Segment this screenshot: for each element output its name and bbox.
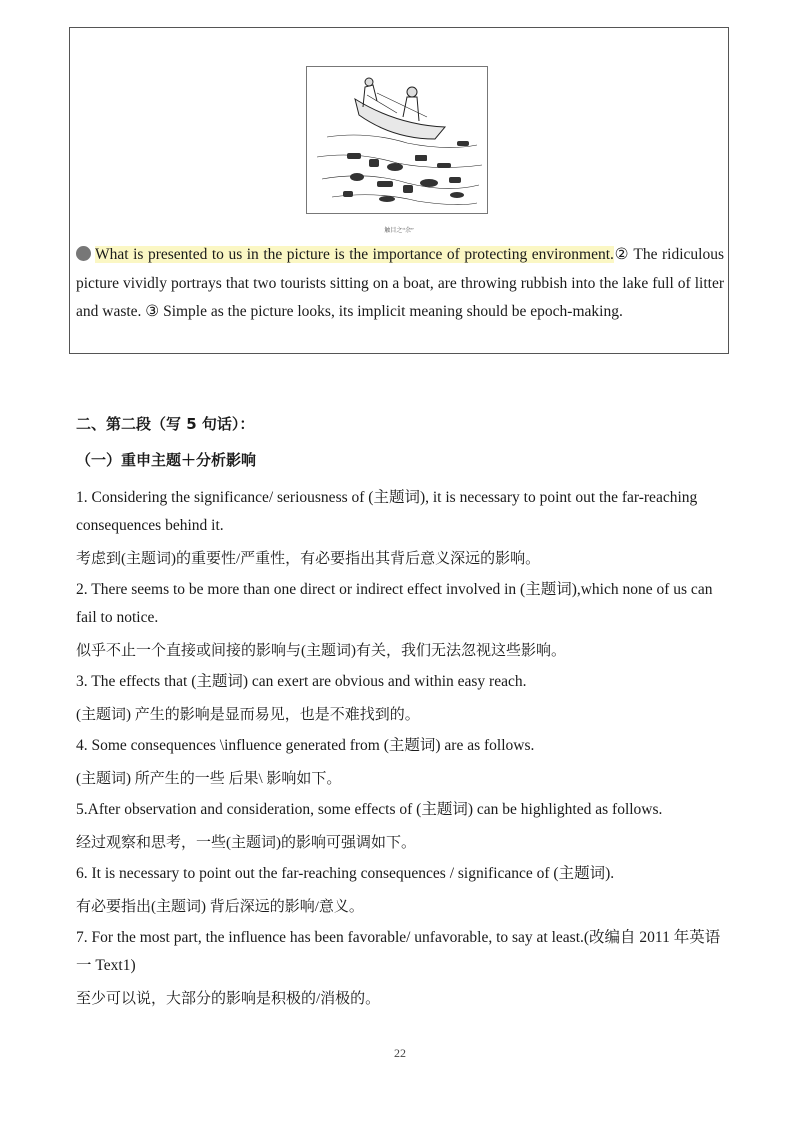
- list-item: [76, 796, 726, 857]
- sentence-2: The ridiculous picture vividly portrays that two tourists sitting on a boat, are throwing rubbish into the lake full of litter and waste.: [76, 246, 724, 320]
- english-sentence: 7. For the most part, the influence has been favorable/ unfavorable, to say at least.(改编自 2011 年英语一 Text1): [76, 929, 721, 974]
- chinese-translation: 似乎不止一个直接或间接的影响与(主题词)有关，我们无法忽视这些影响。: [76, 643, 566, 659]
- list-item: [76, 732, 726, 793]
- chinese-translation: 有必要指出(主题词) 背后深远的影响/意义。: [76, 899, 364, 915]
- section-heading: 二、第二段（写 5 句话）：: [76, 415, 255, 433]
- english-sentence: 1. Considering the significance/ seriousness of (主题词), it is necessary to point out the far-reaching consequences behind it.: [76, 489, 698, 534]
- circled-number-3: ③: [145, 303, 160, 320]
- chinese-translation: (主题词) 产生的影响是显而易见，也是不难找到的。: [76, 707, 420, 723]
- box-paragraph: [76, 241, 724, 327]
- list-item: [76, 576, 726, 665]
- cartoon-illustration: [306, 66, 488, 214]
- english-sentence: 3. The effects that (主题词) can exert are obvious and within easy reach.: [76, 673, 527, 690]
- highlighted-sentence: What is presented to us in the picture is the importance of protecting environment.: [95, 246, 614, 263]
- english-sentence: 4. Some consequences \influence generated from (主题词) are as follows.: [76, 737, 535, 754]
- section-subheading: （一）重申主题＋分析影响: [76, 451, 257, 469]
- list-item: [76, 668, 726, 729]
- figure-box: [69, 27, 729, 354]
- chinese-translation: 经过观察和思考，一些(主题词)的影响可强调如下。: [76, 835, 416, 851]
- english-sentence: 6. It is necessary to point out the far-reaching consequences / significance of (主题词).: [76, 865, 615, 882]
- sentence-3: Simple as the picture looks, its implicit meaning should be epoch-making.: [159, 303, 623, 320]
- bullet-dot-icon: [76, 246, 91, 261]
- chinese-translation: (主题词) 所产生的一些 后果\ 影响如下。: [76, 771, 342, 787]
- circled-number-2: ②: [613, 246, 630, 263]
- list-item: [76, 484, 726, 573]
- figure-caption: 触目之“余”: [384, 228, 414, 234]
- chinese-translation: 至少可以说，大部分的影响是积极的/消极的。: [76, 991, 381, 1007]
- boat-litter-cartoon-icon: [307, 67, 487, 213]
- section-content: [76, 409, 726, 1013]
- english-sentence: 2. There seems to be more than one direct or indirect effect involved in (主题词),which none of us can fail to notice.: [76, 581, 713, 626]
- chinese-translation: 考虑到(主题词)的重要性/严重性，有必要指出其背后意义深远的影响。: [76, 551, 541, 567]
- list-item: [76, 860, 726, 921]
- page-number: 22: [394, 1046, 406, 1060]
- list-item: [76, 924, 726, 1013]
- english-sentence: 5.After observation and consideration, some effects of (主题词) can be highlighted as follows.: [76, 801, 663, 818]
